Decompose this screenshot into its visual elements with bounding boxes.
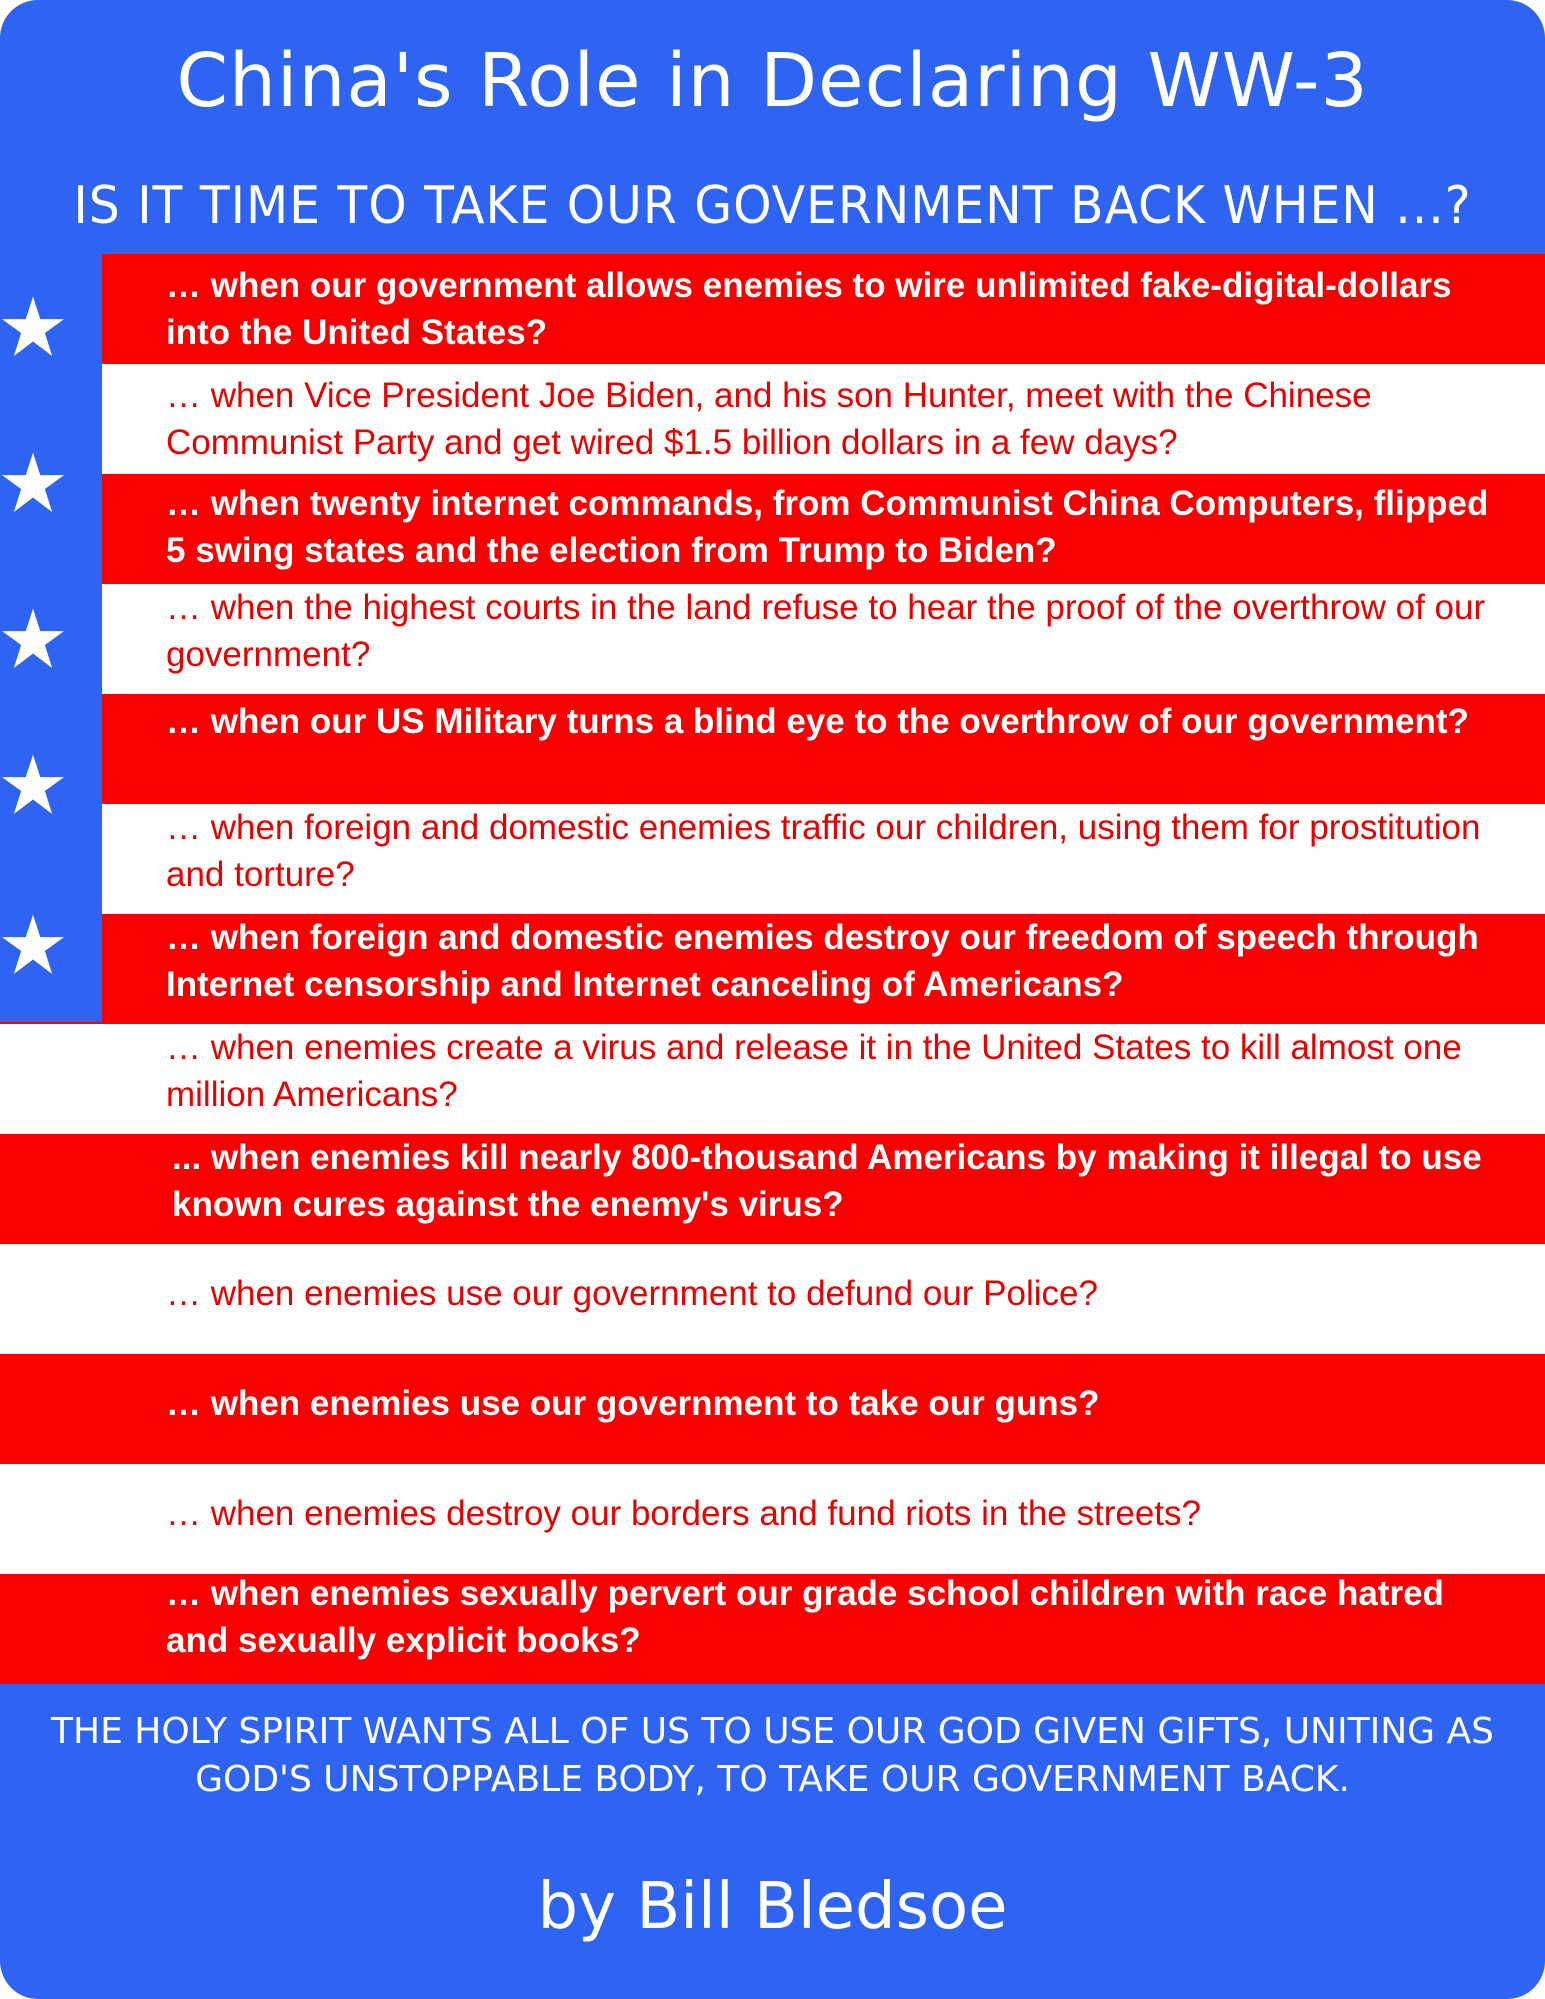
star-icon — [0, 912, 66, 978]
author-byline: by Bill Bledsoe — [537, 1870, 1008, 1944]
question-text: … when enemies use our government to take our guns? — [166, 1384, 1100, 1423]
stripe-row — [0, 364, 1545, 474]
poster-subtitle: IS IT TIME TO TAKE OUR GOVERNMENT BACK WHEN ...? — [73, 176, 1472, 236]
star-icon — [0, 294, 66, 360]
question-text: … when enemies sexually pervert our grade school children with race hatred and sexually explicit books? — [166, 1574, 1444, 1660]
stripe-row — [0, 1024, 1545, 1134]
stripe-row — [0, 914, 1545, 1024]
closing-statement: THE HOLY SPIRIT WANTS ALL OF US TO USE OUR GOD GIVEN GIFTS, UNITING AS GOD'S UNSTOPPABLE BODY, TO TAKE OUR GOVERNMENT BACK. — [51, 1711, 1494, 1800]
question-text: … when the highest courts in the land refuse to hear the proof of the overthrow of our government? — [166, 588, 1486, 674]
question-text: … when foreign and domestic enemies destroy our freedom of speech through Internet censorship and Internet canceling of Americans? — [166, 918, 1479, 1004]
flag-canton — [0, 254, 102, 1022]
question-text: ... when enemies kill nearly 800-thousand Americans by making it illegal to use known cures against the enemy's virus? — [172, 1138, 1482, 1224]
question-text: … when Vice President Joe Biden, and his son Hunter, meet with the Chinese Communist Party and get wired $1.5 billion dollars in a few days? — [166, 376, 1372, 462]
poster-title: China's Role in Declaring WW-3 — [176, 38, 1369, 124]
question-text: … when our government allows enemies to wire unlimited fake-digital-dollars into the United States? — [166, 266, 1452, 352]
question-text: … when enemies create a virus and release it in the United States to kill almost one million Americans? — [166, 1028, 1462, 1114]
stripe-row — [0, 1574, 1545, 1684]
stripe-row — [0, 804, 1545, 914]
question-text: … when enemies use our government to defund our Police? — [166, 1274, 1098, 1313]
stripe-row — [0, 694, 1545, 804]
star-icon — [0, 606, 66, 672]
flag-stripes — [0, 254, 1545, 1682]
star-icon — [0, 752, 66, 818]
stripe-row — [0, 1354, 1545, 1464]
question-text: … when foreign and domestic enemies traffic our children, using them for prostitution and torture? — [166, 808, 1481, 894]
stripe-row — [0, 474, 1545, 584]
stripe-row — [0, 1464, 1545, 1574]
stripe-row — [0, 1244, 1545, 1354]
question-text: … when our US Military turns a blind eye to the overthrow of our government? — [166, 702, 1469, 741]
stripe-row — [0, 584, 1545, 694]
star-icon — [0, 450, 66, 516]
question-text: … when enemies destroy our borders and fund riots in the streets? — [166, 1494, 1201, 1533]
stripe-row — [0, 1134, 1545, 1244]
question-text: … when twenty internet commands, from Communist China Computers, flipped 5 swing states and the election from Trump to Biden? — [166, 484, 1489, 570]
stripe-row — [0, 254, 1545, 364]
